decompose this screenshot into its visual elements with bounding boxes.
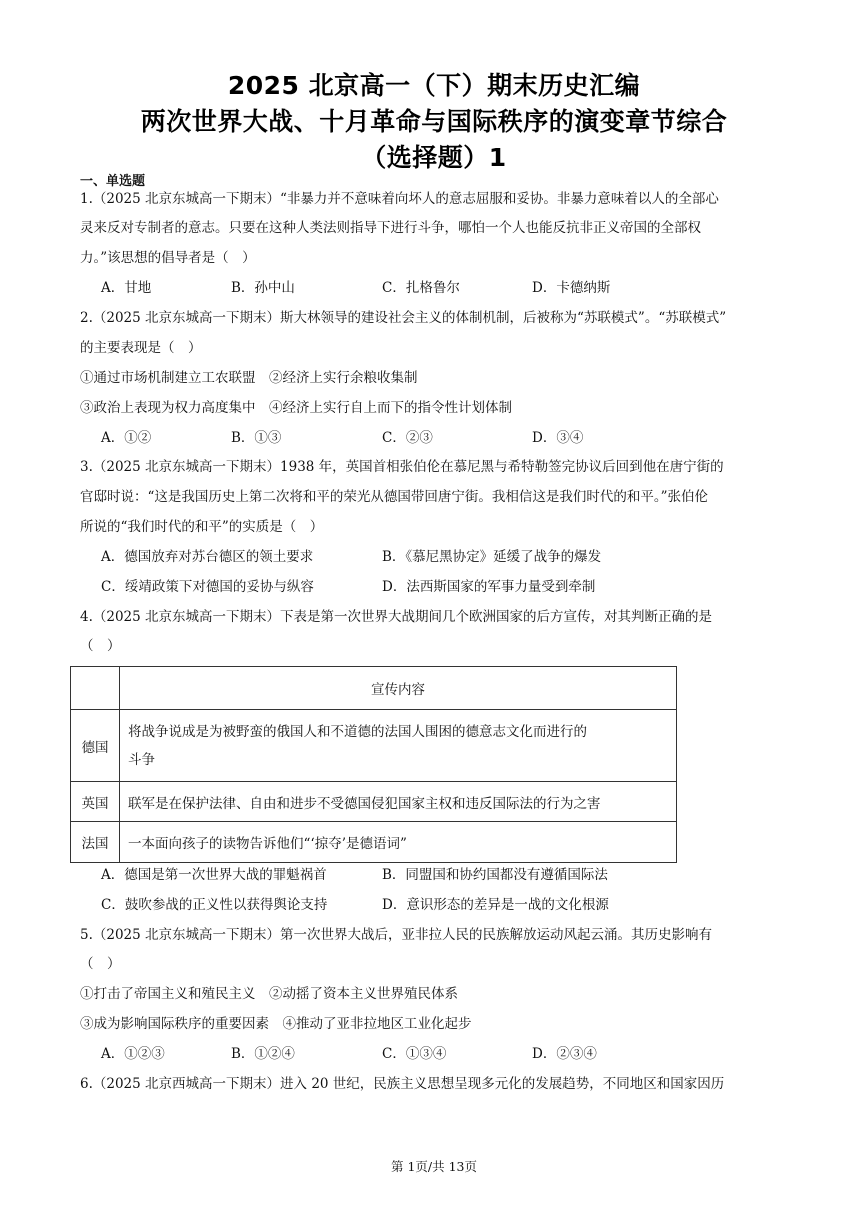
question-1-option-a[interactable]: A．甘地	[101, 280, 152, 296]
question-3-option-d[interactable]: D．法西斯国家的军事力量受到牵制	[382, 579, 596, 595]
table-cell-country: 法国	[71, 822, 120, 863]
table-header-row	[71, 667, 677, 710]
question-2-statement-2: ③政治上表现为权力高度集中 ④经济上实行自上而下的指令性计划体制	[80, 400, 512, 416]
table-cell-content	[120, 710, 677, 782]
question-4-option-d[interactable]: D．意识形态的差异是一战的文化根源	[382, 897, 609, 913]
question-5-statement-2: ③成为影响国际秩序的重要因素 ④推动了亚非拉地区工业化起步	[80, 1016, 472, 1032]
question-1-option-b[interactable]: B．孙中山	[231, 280, 295, 296]
table-cell-content: 联军是在保护法律、自由和进步不受德国侵犯国家主权和违反国际法的行为之害	[120, 782, 677, 822]
question-1-line-3: 力。”该思想的倡导者是（ ）	[80, 250, 256, 266]
table-cell-content: 一本面向孩子的读物告诉他们“‘掠夺’是德语词”	[120, 822, 677, 863]
propaganda-table	[70, 666, 677, 863]
table-cell-country: 德国	[71, 710, 120, 782]
question-2-option-a[interactable]: A．①②	[101, 430, 152, 446]
question-1-option-c[interactable]: C．扎格鲁尔	[382, 280, 460, 296]
table-row	[71, 822, 677, 863]
question-3-option-a[interactable]: A．德国放弃对苏台德区的领土要求	[101, 549, 314, 565]
table-cell-content-line: 斗争	[128, 751, 155, 768]
question-4-option-c[interactable]: C．鼓吹参战的正义性以获得舆论支持	[101, 897, 328, 913]
question-4-option-a[interactable]: A．德国是第一次世界大战的罪魁祸首	[101, 867, 327, 883]
page-footer: 第 1页/共 13页	[390, 1159, 478, 1174]
document-title-line-3: （选择题）1	[361, 143, 507, 172]
question-2-statement-1: ①通过市场机制建立工农联盟 ②经济上实行余粮收集制	[80, 370, 418, 386]
document-title-line-2: 两次世界大战、十月革命与国际秩序的演变章节综合	[140, 107, 728, 136]
question-4-line-1: 4.（2025 北京东城高一下期末）下表是第一次世界大战期间几个欧洲国家的后方宣传，对其判断正确的是	[80, 609, 713, 625]
question-5-option-b[interactable]: B．①②④	[231, 1046, 295, 1062]
question-3-option-c[interactable]: C．绥靖政策下对德国的妥协与纵容	[101, 579, 314, 595]
table-header-country	[71, 667, 120, 710]
question-5-line-1: 5.（2025 北京东城高一下期末）第一次世界大战后，亚非拉人民的民族解放运动风起云涌。其历史影响有	[80, 927, 713, 943]
question-2-line-1: 2.（2025 北京东城高一下期末）斯大林领导的建设社会主义的体制机制，后被称为“苏联模式”。“苏联模式”	[80, 310, 727, 326]
question-3-line-2: 官邸时说：“这是我国历史上第二次将和平的荣光从德国带回唐宁街。我相信这是我们时代的和平。”张伯伦	[80, 489, 709, 505]
section-heading: 一、单选题	[80, 174, 146, 189]
question-1-line-2: 灵来反对专制者的意志。只要在这种人类法则指导下进行斗争，哪怕一个人也能反抗非正义帝国的全部权	[80, 220, 701, 236]
table-cell-content-line: 将战争说成是为被野蛮的俄国人和不道德的法国人围困的德意志文化而进行的	[128, 723, 587, 740]
question-4-option-b[interactable]: B．同盟国和协约国都没有遵循国际法	[382, 867, 608, 883]
table-row	[71, 710, 677, 782]
question-2-line-2: 的主要表现是（ ）	[80, 340, 202, 356]
question-2-option-d[interactable]: D．③④	[532, 430, 584, 446]
document-title-line-1: 2025 北京高一（下）期末历史汇编	[227, 71, 641, 100]
question-1-line-1: 1.（2025 北京东城高一下期末）“非暴力并不意味着向坏人的意志屈服和妥协。非暴力意味着以人的全部心	[80, 191, 719, 207]
question-5-option-d[interactable]: D．②③④	[532, 1046, 597, 1062]
question-5-option-a[interactable]: A．①②③	[101, 1046, 165, 1062]
question-5-statement-1: ①打击了帝国主义和殖民主义 ②动摇了资本主义世界殖民体系	[80, 986, 458, 1002]
table-header-content: 宣传内容	[120, 667, 677, 710]
question-1-option-d[interactable]: D．卡德纳斯	[532, 280, 611, 296]
question-2-option-c[interactable]: C．②③	[382, 430, 433, 446]
question-3-line-3: 所说的“我们时代的和平”的实质是（ ）	[80, 519, 324, 535]
question-5-line-2: （ ）	[80, 956, 121, 972]
question-2-option-b[interactable]: B．①③	[231, 430, 282, 446]
table-row	[71, 782, 677, 822]
question-3-line-1: 3.（2025 北京东城高一下期末）1938 年，英国首相张伯伦在慕尼黑与希特勒签完协议后回到他在唐宁街的	[80, 459, 724, 475]
question-5-option-c[interactable]: C．①③④	[382, 1046, 447, 1062]
question-4-line-2: （ ）	[80, 638, 121, 654]
question-3-option-b[interactable]: B．《慕尼黑协定》延缓了战争的爆发	[382, 549, 602, 565]
table-cell-country: 英国	[71, 782, 120, 822]
question-6-line-1: 6.（2025 北京西城高一下期末）进入 20 世纪，民族主义思想呈现多元化的发展趋势，不同地区和国家因历	[80, 1076, 725, 1092]
